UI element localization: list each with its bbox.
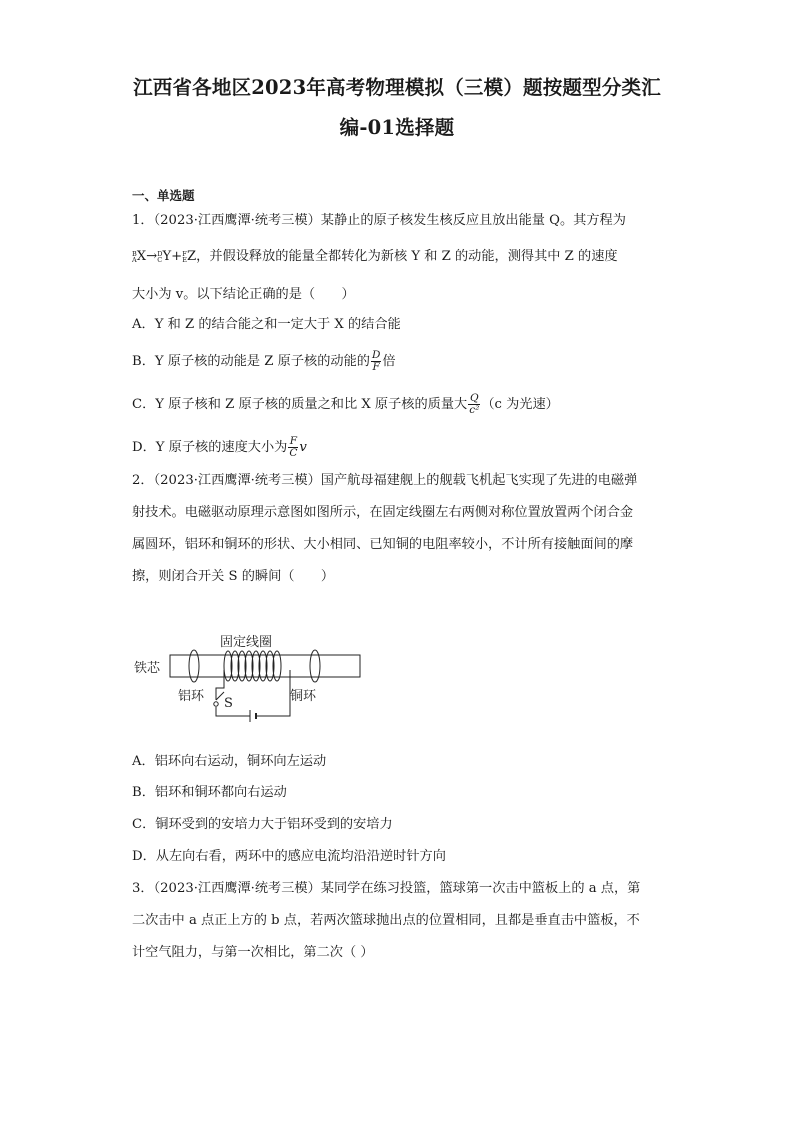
- q3-line-2: 二次击中 a 点正上方的 b 点，若两次篮球抛出点的位置相同，且都是垂直击中篮板，不: [132, 913, 640, 928]
- q2-line-3: 属圆环，铝环和铜环的形状、大小相同、已知铜的电阻率较小，不计所有接触面间的摩: [132, 537, 634, 552]
- switch-label: S: [224, 696, 233, 711]
- core-label: 铁芯: [134, 661, 161, 676]
- electromagnetic-launch-diagram: [132, 628, 372, 738]
- title-line-2: 编-01选择题: [339, 116, 455, 139]
- q1-option-b: B．Y 原子核的动能是 Z 原子核的动能的 $\frac{D}{F}$ 倍: [132, 349, 396, 373]
- q2-line-4: 擦，则闭合开关 S 的瞬间（ ）: [132, 569, 335, 584]
- switch-contact: [214, 702, 218, 706]
- title-line-1: 江西省各地区2023年高考物理模拟（三模）题按题型分类汇: [133, 76, 661, 99]
- q2-option-d: D．从左向右看，两环中的感应电流均沿沿逆时针方向: [132, 849, 446, 864]
- q1-line-1: 1．（2023·江西鹰潭·统考三模）某静止的原子核发生核反应且放出能量 Q。其方程为: [132, 213, 626, 228]
- q2-line-2: 射技术。电磁驱动原理示意图如图所示，在固定线圈左右两侧对称位置放置两个闭合金: [132, 505, 634, 520]
- fraction: $\frac{Q}{\text{c²}}$: [469, 392, 480, 416]
- q1-line-2: B A X→ D C Y+ F E Z，并假设释放的能量全都转化为新核 Y 和 Z 的动能，测得其中 Z 的速度: [132, 249, 618, 264]
- switch-lever: [216, 692, 224, 700]
- coil-label: 固定线圈: [220, 635, 273, 650]
- copper-ring-label: 铜环: [290, 689, 317, 704]
- q2-option-c: C．铜环受到的安培力大于铝环受到的安培力: [132, 817, 393, 832]
- q1-line-3: 大小为 v。以下结论正确的是（ ）: [132, 287, 355, 302]
- q3-line-3: 计空气阻力，与第一次相比，第二次（ ）: [132, 945, 374, 960]
- fraction: $\frac{D}{F}$: [371, 349, 381, 373]
- aluminum-ring-label: 铝环: [178, 689, 205, 704]
- q2-option-b: B．铝环和铜环都向右运动: [132, 785, 287, 800]
- q1-option-d: D．Y 原子核的速度大小为 $\frac{F}{C}$ v: [132, 435, 307, 459]
- q3-line-1: 3．（2023·江西鹰潭·统考三模）某同学在练习投篮，篮球第一次击中篮板上的 a 点，第: [132, 881, 641, 896]
- q2-option-a: A．铝环向右运动，铜环向左运动: [132, 754, 327, 769]
- section-heading: 一、单选题: [132, 188, 195, 203]
- q2-line-1: 2．（2023·江西鹰潭·统考三模）国产航母福建舰上的舰载飞机起飞实现了先进的电磁弹: [132, 473, 638, 488]
- q1-option-c: C．Y 原子核和 Z 原子核的质量之和比 X 原子核的质量大 $\frac{Q}{\text{c²}}$ （c 为光速）: [132, 392, 559, 416]
- q1-option-a: A．Y 和 Z 的结合能之和一定大于 X 的结合能: [132, 317, 401, 332]
- nuclear-equation: B A X→ D C Y+ F E Z: [132, 249, 197, 264]
- fraction: $\frac{F}{C}$: [289, 435, 298, 459]
